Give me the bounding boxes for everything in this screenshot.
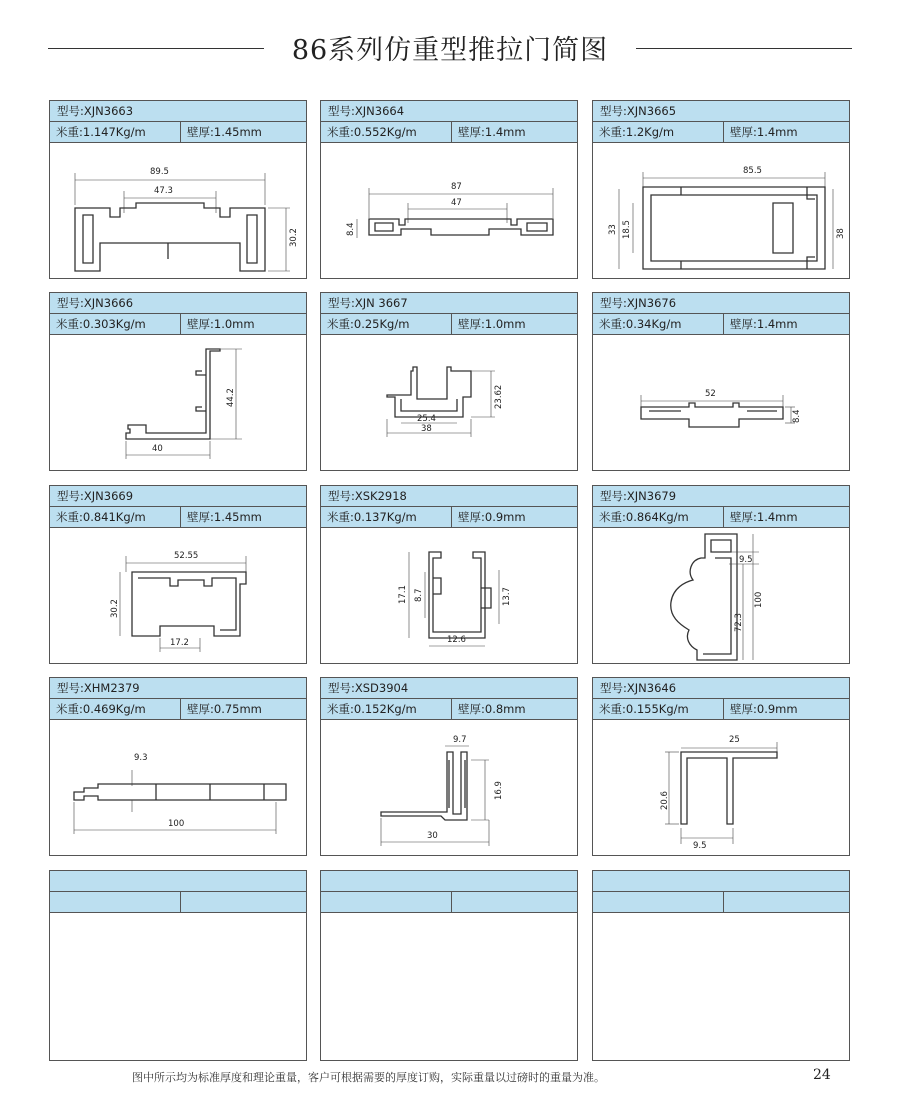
model-label <box>50 871 306 892</box>
dimension-label: 8.4 <box>792 409 802 423</box>
model-label: 型号:XJN3665 <box>593 101 849 122</box>
dimension-label: 9.7 <box>453 735 467 745</box>
profile-drawing <box>593 143 849 278</box>
model-label <box>321 871 577 892</box>
model-label: 型号:XSD3904 <box>321 678 577 699</box>
model-label: 型号:XSK2918 <box>321 486 577 507</box>
dimension-label: 72.3 <box>734 613 744 632</box>
weight-label: 米重:0.841Kg/m <box>50 507 181 527</box>
thickness-label: 壁厚:1.4mm <box>730 317 798 331</box>
thickness-label: 壁厚:1.0mm <box>187 317 255 331</box>
thickness-label <box>181 892 187 912</box>
dimension-label: 89.5 <box>150 167 169 177</box>
profile-drawing <box>50 720 306 855</box>
profile-card-xjn3663 <box>49 100 307 279</box>
model-label: 型号:XJN 3667 <box>321 293 577 314</box>
dimension-label: 23.62 <box>494 384 504 409</box>
weight-label: 米重:0.864Kg/m <box>593 507 724 527</box>
weight-label: 米重:0.155Kg/m <box>593 699 724 719</box>
weight-label: 米重:1.147Kg/m <box>50 122 181 142</box>
weight-label: 米重:0.469Kg/m <box>50 699 181 719</box>
profile-drawing <box>321 720 577 855</box>
profile-card-xjn3676 <box>592 292 850 471</box>
profile-drawing <box>50 335 306 470</box>
dimension-label: 16.9 <box>494 781 504 800</box>
dimension-label: 38 <box>836 228 846 239</box>
dimension-label: 17.1 <box>398 585 408 604</box>
model-label: 型号:XJN3664 <box>321 101 577 122</box>
profile-card-xsd3904 <box>320 677 578 856</box>
dimension-label: 44.2 <box>226 388 236 407</box>
dimension-label: 25.4 <box>417 414 436 424</box>
thickness-label: 壁厚:1.4mm <box>730 510 798 524</box>
dimension-label: 20.6 <box>660 791 670 810</box>
dimension-label: 47 <box>451 198 462 208</box>
thickness-label <box>724 892 730 912</box>
dimension-label: 38 <box>421 424 432 434</box>
profile-drawing <box>321 335 577 470</box>
dimension-label: 17.2 <box>170 638 189 648</box>
weight-label: 米重:0.152Kg/m <box>321 699 452 719</box>
model-label: 型号:XJN3676 <box>593 293 849 314</box>
thickness-label: 壁厚:0.9mm <box>730 702 798 716</box>
dimension-label: 9.3 <box>134 753 148 763</box>
profile-drawing <box>593 720 849 855</box>
profile-drawing <box>321 143 577 278</box>
dimension-label: 30.2 <box>289 228 299 247</box>
dimension-label: 30.2 <box>110 599 120 618</box>
dimension-label: 13.7 <box>502 587 512 606</box>
profile-drawing <box>50 143 306 278</box>
profile-card-xsk2918 <box>320 485 578 664</box>
model-label: 型号:XJN3679 <box>593 486 849 507</box>
page-number: 24 <box>813 1067 831 1083</box>
thickness-label: 壁厚:0.8mm <box>458 702 526 716</box>
profile-drawing <box>593 528 849 663</box>
dimension-label: 18.5 <box>622 220 632 239</box>
weight-label: 米重:0.25Kg/m <box>321 314 452 334</box>
weight-label: 米重:0.34Kg/m <box>593 314 724 334</box>
dimension-label: 100 <box>754 591 764 608</box>
thickness-label: 壁厚:0.9mm <box>458 510 526 524</box>
dimension-label: 47.3 <box>154 186 173 196</box>
dimension-label: 25 <box>729 735 740 745</box>
dimension-label: 8.4 <box>346 222 356 236</box>
profile-card-xjn3669 <box>49 485 307 664</box>
weight-label: 米重:0.303Kg/m <box>50 314 181 334</box>
page-title: 86系列仿重型推拉门简图 <box>0 28 900 67</box>
dimension-label: 40 <box>152 444 163 454</box>
thickness-label: 壁厚:1.4mm <box>730 125 798 139</box>
thickness-label: 壁厚:0.75mm <box>187 702 262 716</box>
profile-card-xjn3667 <box>320 292 578 471</box>
profile-card-xjn3665 <box>592 100 850 279</box>
dimension-label: 33 <box>608 224 618 235</box>
empty-card <box>320 870 578 1061</box>
profile-drawing <box>593 335 849 470</box>
model-label: 型号:XJN3646 <box>593 678 849 699</box>
dimension-label: 52.55 <box>174 551 199 561</box>
profile-card-xhm2379 <box>49 677 307 856</box>
model-label: 型号:XHM2379 <box>50 678 306 699</box>
empty-card <box>49 870 307 1061</box>
dimension-label: 9.5 <box>693 841 707 851</box>
thickness-label <box>452 892 458 912</box>
profile-drawing <box>50 528 306 663</box>
dimension-label: 8.7 <box>414 588 424 602</box>
dimension-label: 100 <box>168 819 185 829</box>
dimension-label: 9.5 <box>739 555 753 565</box>
weight-label <box>50 892 181 912</box>
weight-label: 米重:0.137Kg/m <box>321 507 452 527</box>
dimension-label: 30 <box>427 831 438 841</box>
model-label: 型号:XJN3669 <box>50 486 306 507</box>
model-label: 型号:XJN3663 <box>50 101 306 122</box>
model-label <box>593 871 849 892</box>
thickness-label: 壁厚:1.0mm <box>458 317 526 331</box>
thickness-label: 壁厚:1.45mm <box>187 125 262 139</box>
thickness-label: 壁厚:1.4mm <box>458 125 526 139</box>
footer-note: 图中所示均为标准厚度和理论重量，客户可根据需要的厚度订购，实际重量以过磅时的重量为准。 <box>132 1071 605 1084</box>
weight-label <box>321 892 452 912</box>
profile-card-xjn3666 <box>49 292 307 471</box>
model-label: 型号:XJN3666 <box>50 293 306 314</box>
profile-card-xjn3646 <box>592 677 850 856</box>
dimension-label: 85.5 <box>743 166 762 176</box>
weight-label <box>593 892 724 912</box>
profile-card-xjn3679 <box>592 485 850 664</box>
dimension-label: 87 <box>451 182 462 192</box>
profile-card-xjn3664 <box>320 100 578 279</box>
thickness-label: 壁厚:1.45mm <box>187 510 262 524</box>
dimension-label: 12.6 <box>447 635 466 645</box>
profile-drawing <box>321 528 577 663</box>
weight-label: 米重:0.552Kg/m <box>321 122 452 142</box>
dimension-label: 52 <box>705 389 716 399</box>
empty-card <box>592 870 850 1061</box>
weight-label: 米重:1.2Kg/m <box>593 122 724 142</box>
